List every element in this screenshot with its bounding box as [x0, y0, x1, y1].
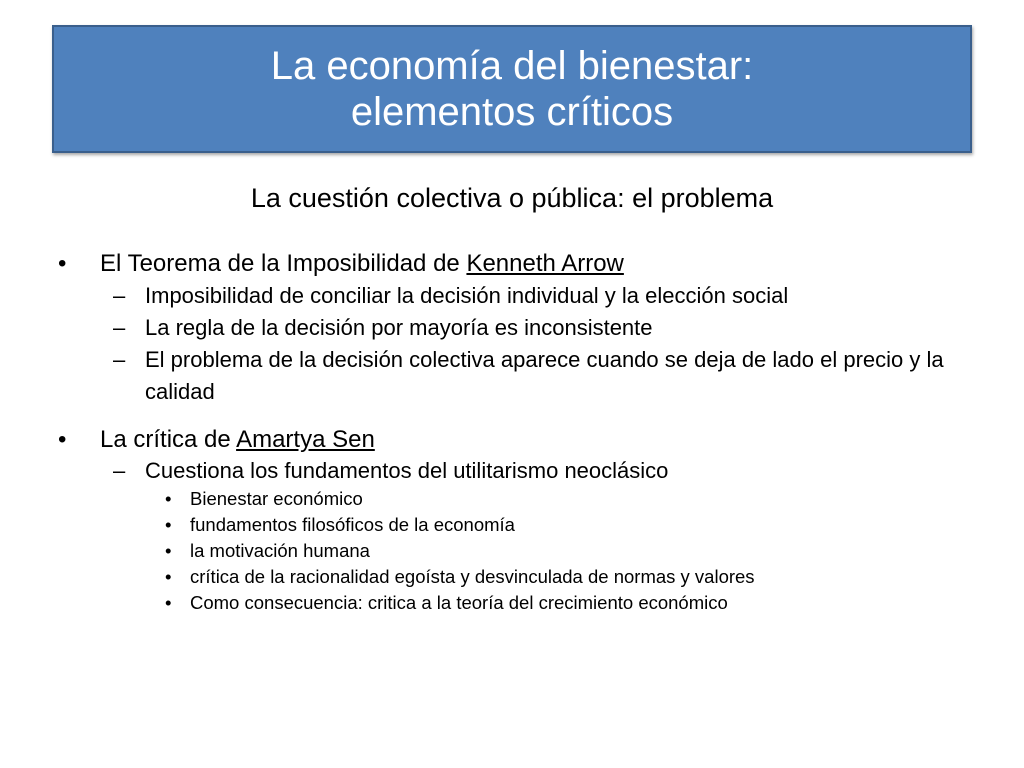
bullet-icon: •: [165, 540, 172, 561]
sub-bullet-item: [58, 312, 978, 344]
bullet-text: La crítica de: [100, 426, 237, 453]
spacer: [58, 408, 978, 424]
sub-bullet-text: El problema de la decisión colectiva aparece cuando se deja de lado el precio y la calidad: [145, 347, 944, 404]
slide-title-line-1: La economía del bienestar:: [270, 44, 754, 88]
bullet-sen-critique: [58, 424, 978, 456]
slide-title-box: [52, 25, 972, 153]
amartya-sen-link[interactable]: Amartya Sen: [236, 426, 375, 453]
sub-bullet-text: La regla de la decisión por mayoría es inconsistente: [145, 315, 653, 340]
sub-bullet-item: [58, 344, 978, 408]
sub-bullet-text: Cuestiona los fundamentos del utilitarismo neoclásico: [145, 458, 669, 483]
sub-sub-bullet-item: [58, 486, 978, 512]
sub-sub-bullet-text: fundamentos filosóficos de la economía: [190, 514, 515, 535]
dash-icon: –: [113, 458, 126, 483]
bullet-text: El Teorema de la Imposibilidad de: [100, 250, 467, 277]
sub-bullet-item: [58, 280, 978, 312]
sub-sub-bullet-text: Como consecuencia: critica a la teoría del crecimiento económico: [190, 592, 728, 613]
sub-bullet-item: [58, 456, 978, 486]
slide-subtitle: La cuestión colectiva o pública: el problema: [250, 183, 774, 213]
slide-content: [58, 248, 978, 616]
bullet-icon: •: [165, 566, 172, 587]
dash-icon: –: [113, 315, 126, 340]
sub-bullet-text: Imposibilidad de conciliar la decisión individual y la elección social: [145, 283, 789, 308]
sub-sub-bullet-text: crítica de la racionalidad egoísta y desvinculada de normas y valores: [190, 566, 755, 587]
sub-sub-bullet-item: [58, 512, 978, 538]
bullet-icon: •: [165, 592, 172, 613]
sub-sub-bullet-item: [58, 538, 978, 564]
kenneth-arrow-link[interactable]: Kenneth Arrow: [466, 250, 624, 277]
bullet-icon: •: [165, 488, 172, 509]
sub-sub-bullet-text: Bienestar económico: [190, 488, 363, 509]
dash-icon: –: [113, 347, 126, 372]
sub-sub-bullet-item: [58, 564, 978, 590]
sub-sub-bullet-text: la motivación humana: [190, 540, 370, 561]
slide-title-line-2: elementos críticos: [350, 90, 674, 134]
bullet-icon: •: [58, 426, 67, 453]
bullet-icon: •: [165, 514, 172, 535]
sub-sub-bullet-item: [58, 590, 978, 616]
dash-icon: –: [113, 283, 126, 308]
bullet-arrow-theorem: [58, 248, 978, 280]
bullet-icon: •: [58, 250, 67, 277]
